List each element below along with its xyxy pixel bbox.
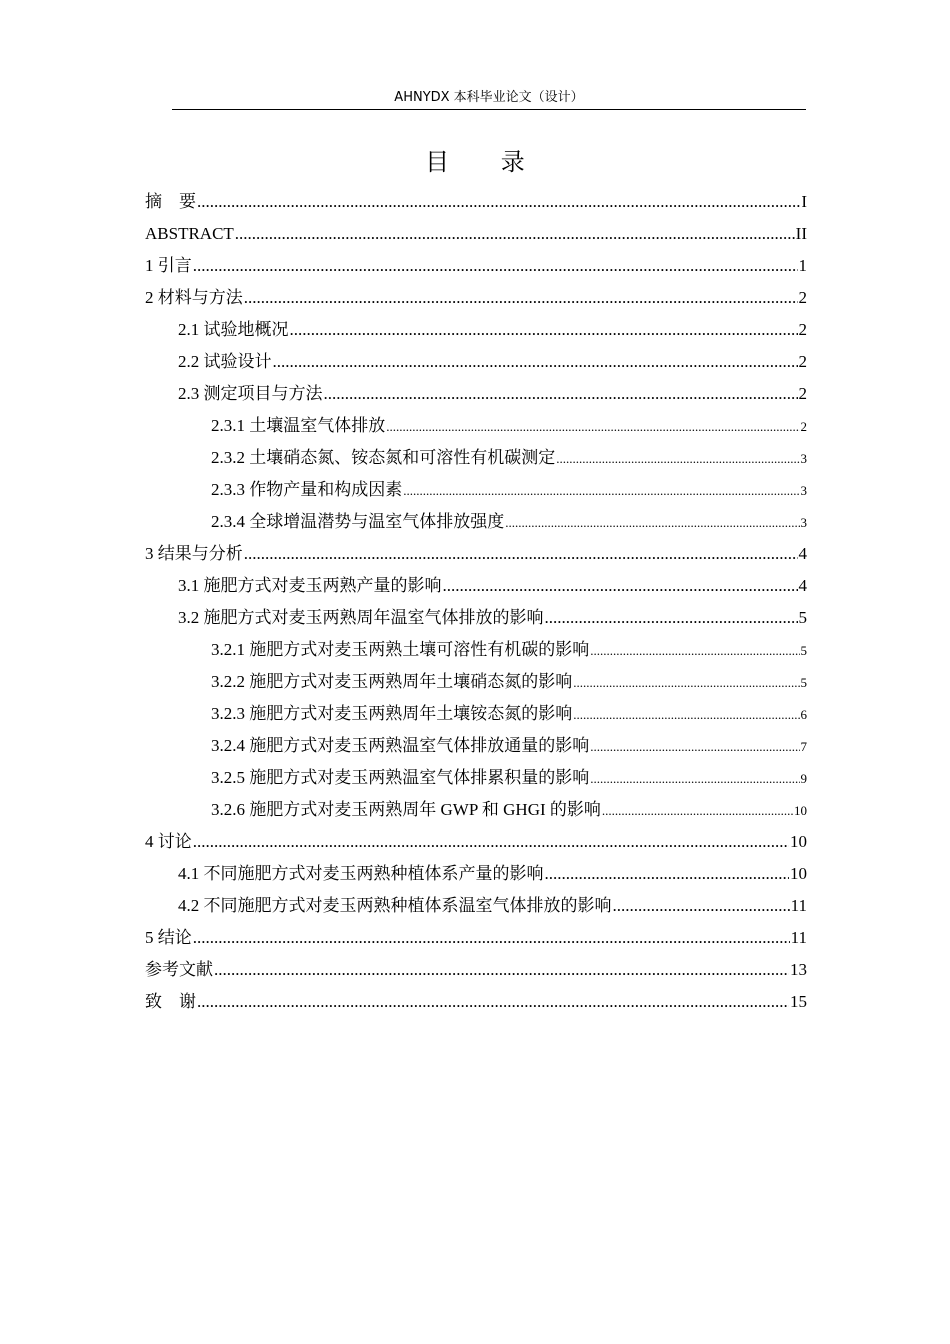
toc-entry-label: 3.2.3 施肥方式对麦玉两熟周年土壤铵态氮的影响	[211, 704, 573, 723]
toc-entry-page: 2	[798, 320, 807, 339]
toc-entry-page: 10	[794, 803, 807, 818]
toc-entry[interactable]	[178, 379, 807, 409]
toc-leader-dots	[244, 539, 798, 569]
toc-leader-dots	[602, 796, 793, 826]
toc-entry-label: 3.2.4 施肥方式对麦玉两熟温室气体排放通量的影响	[211, 736, 590, 755]
toc-entry[interactable]	[178, 315, 807, 345]
toc-entry-label: 4 讨论	[145, 832, 192, 851]
toc-entry-page: 4	[798, 544, 807, 563]
toc-leader-dots	[193, 251, 798, 281]
toc-entry-label: 3.2.2 施肥方式对麦玉两熟周年土壤硝态氮的影响	[211, 672, 573, 691]
toc-entry-label: 参考文献	[145, 960, 213, 979]
toc-entry-page: 2	[798, 384, 807, 403]
toc-leader-dots	[324, 379, 798, 409]
toc-entry[interactable]	[178, 891, 807, 921]
toc-entry[interactable]	[145, 187, 807, 217]
page-header: AHNYDX 本科毕业论文（设计）	[394, 90, 584, 105]
toc-entry-label: 2.3.3 作物产量和构成因素	[211, 480, 403, 499]
toc-leader-dots	[235, 219, 795, 249]
toc-entry-label: 3.2.6 施肥方式对麦玉两熟周年 GWP 和 GHGI 的影响	[211, 800, 601, 819]
toc-leader-dots	[590, 764, 799, 794]
toc-entry[interactable]	[145, 955, 807, 985]
toc-leader-dots	[590, 636, 799, 666]
toc-entry[interactable]	[211, 411, 807, 441]
toc-entry-page: 3	[800, 451, 807, 466]
toc-entry[interactable]	[211, 667, 807, 697]
toc-entry-page: 3	[800, 483, 807, 498]
toc-leader-dots	[214, 955, 789, 985]
toc-entry-page: 15	[790, 992, 807, 1011]
toc-leader-dots	[197, 187, 800, 217]
toc-leader-dots	[545, 859, 790, 889]
toc-entry[interactable]	[145, 987, 807, 1017]
toc-entry-label: 2 材料与方法	[145, 288, 243, 307]
toc-entry[interactable]	[145, 283, 807, 313]
toc-entry-page: 6	[800, 707, 807, 722]
toc-entry-page: II	[795, 224, 807, 243]
toc-entry[interactable]	[145, 923, 807, 953]
toc-leader-dots	[505, 508, 799, 538]
toc-leader-dots	[573, 668, 799, 698]
toc-entry-label: 2.3.2 土壤硝态氮、铵态氮和可溶性有机碳测定	[211, 448, 556, 467]
toc-entry-label: 摘 要	[145, 192, 196, 211]
toc-entry-label: 2.3 测定项目与方法	[178, 384, 323, 403]
toc-leader-dots	[193, 827, 789, 857]
toc-entry-label: 3.2.5 施肥方式对麦玉两熟温室气体排累积量的影响	[211, 768, 590, 787]
toc-entry-label: 3.1 施肥方式对麦玉两熟产量的影响	[178, 576, 442, 595]
toc-entry[interactable]	[178, 571, 807, 601]
toc-leader-dots	[244, 283, 798, 313]
toc-entry-page: 1	[798, 256, 807, 275]
toc-leader-dots	[193, 923, 790, 953]
toc-leader-dots	[273, 347, 798, 377]
toc-entry-label: 2.1 试验地概况	[178, 320, 289, 339]
toc-leader-dots	[556, 444, 799, 474]
toc-entry[interactable]	[178, 347, 807, 377]
toc-entry-page: 2	[798, 288, 807, 307]
toc-entry[interactable]	[145, 251, 807, 281]
toc-entry-page: 10	[790, 864, 807, 883]
toc-leader-dots	[545, 603, 798, 633]
toc-entry[interactable]	[145, 539, 807, 569]
toc-entry-label: 致 谢	[145, 992, 196, 1011]
toc-entry-label: 5 结论	[145, 928, 192, 947]
toc-entry-page: 5	[798, 608, 807, 627]
toc-entry-page: 11	[790, 896, 807, 915]
toc-leader-dots	[573, 700, 799, 730]
toc-leader-dots	[403, 476, 799, 506]
toc-entry-label: 2.3.4 全球增温潜势与温室气体排放强度	[211, 512, 505, 531]
toc-leader-dots	[290, 315, 798, 345]
toc-entry[interactable]	[211, 795, 807, 825]
toc-entry-page: 11	[790, 928, 807, 947]
toc-entry-label: 2.2 试验设计	[178, 352, 272, 371]
toc-leader-dots	[443, 571, 798, 601]
toc-entry[interactable]	[211, 731, 807, 761]
toc-entry[interactable]	[178, 603, 807, 633]
toc-entry-page: 13	[790, 960, 807, 979]
toc-entry-page: 7	[800, 739, 807, 754]
toc-entry[interactable]	[211, 763, 807, 793]
toc-entry[interactable]	[211, 475, 807, 505]
toc-leader-dots	[197, 987, 789, 1017]
toc-entry-label: 3 结果与分析	[145, 544, 243, 563]
toc-entry-label: 3.2 施肥方式对麦玉两熟周年温室气体排放的影响	[178, 608, 544, 627]
toc-leader-dots	[613, 891, 790, 921]
toc-entry-label: 2.3.1 土壤温室气体排放	[211, 416, 386, 435]
toc-entry-page: I	[801, 192, 807, 211]
header-divider	[172, 109, 806, 110]
toc-entry-label: 4.2 不同施肥方式对麦玉两熟种植体系温室气体排放的影响	[178, 896, 612, 915]
toc-entry-label: 3.2.1 施肥方式对麦玉两熟土壤可溶性有机碳的影响	[211, 640, 590, 659]
toc-title: 目 录	[425, 148, 547, 176]
toc-entry[interactable]	[211, 507, 807, 537]
toc-entry-page: 5	[800, 675, 807, 690]
toc-entry-page: 10	[790, 832, 807, 851]
toc-entry-label: ABSTRACT	[145, 224, 234, 243]
toc-entry-label: 1 引言	[145, 256, 192, 275]
toc-entry-page: 2	[800, 419, 807, 434]
toc-entry-page: 3	[800, 515, 807, 530]
toc-entry[interactable]	[145, 219, 807, 249]
toc-leader-dots	[590, 732, 799, 762]
toc-entry[interactable]	[211, 443, 807, 473]
toc-entry-page: 4	[798, 576, 807, 595]
toc-entry-label: 4.1 不同施肥方式对麦玉两熟种植体系产量的影响	[178, 864, 544, 883]
toc-entry[interactable]	[211, 635, 807, 665]
toc-entry-page: 5	[800, 643, 807, 658]
toc-leader-dots	[386, 412, 799, 442]
toc-entry[interactable]	[145, 827, 807, 857]
toc-entry[interactable]	[178, 859, 807, 889]
toc-entry[interactable]	[211, 699, 807, 729]
toc-entry-page: 2	[798, 352, 807, 371]
toc-entry-page: 9	[800, 771, 807, 786]
